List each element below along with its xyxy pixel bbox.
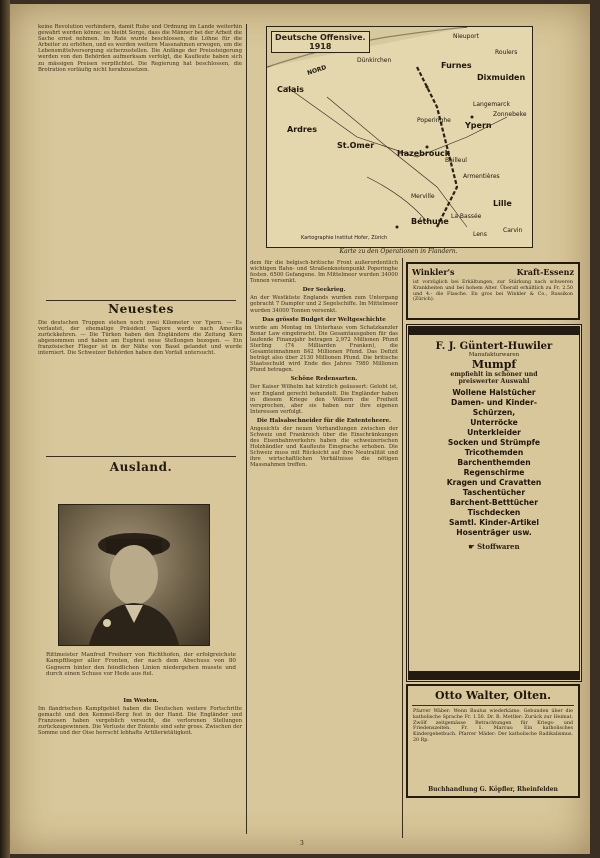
ad-item: Damen- und Kinder- [451, 398, 537, 407]
ad-item: Schürzen, [472, 408, 516, 417]
ad-guentert-tagline2: preiswerter Auswahl [458, 378, 530, 385]
left-column-top [38, 24, 242, 289]
town-label: Furnes [441, 61, 472, 70]
town-label: Armentières [463, 173, 500, 180]
divider [412, 705, 574, 706]
ad-guentert-items [409, 388, 579, 538]
town-label: Hazebrouck [397, 149, 451, 158]
ad-border-pattern [409, 327, 579, 335]
town-label: Calais [277, 85, 304, 94]
ad-item: Tischdecken [467, 508, 521, 517]
ad-walter-footer: Buchhandlung G. Köpfler, Rheinfelden [428, 786, 558, 793]
ad-walter [406, 684, 580, 798]
ad-item: Samtl. Kinder-Artikel [448, 518, 540, 527]
pointing-hand-icon: ☛ [468, 542, 478, 551]
halsabschneider-heading: Die Halsabschneider für die Ententeheere. [256, 417, 392, 424]
ad-winkler-title-right: Kraft-Essenz [516, 267, 574, 277]
town-label: Carvin [503, 227, 523, 234]
page-number: 3 [300, 840, 304, 847]
ad-guentert-tagline1: empfiehlt in schöner und [450, 371, 538, 378]
town-label: Poperinghe [417, 117, 451, 124]
ad-item: Tricothemden [464, 448, 524, 457]
town-label: La Bassée [451, 213, 482, 220]
map-title [271, 31, 370, 53]
town-label: Roulers [495, 49, 518, 56]
ad-walter-title: Otto Walter, Olten. [434, 689, 551, 702]
town-label: Nieuport [453, 33, 479, 40]
town-label: Bailleul [445, 157, 467, 164]
im-westen-heading: Im Westen. [123, 698, 159, 704]
ad-winkler [406, 262, 580, 320]
middle-column [250, 260, 398, 840]
town-label: St.Omer [337, 141, 375, 150]
seekrieg-text: An der Westküste Englands wurden zum Untergang gebracht 7 Dampfer und 2 Segelschiffe. Im Mittelmeer wurden 34000 Tonnen versenkt. [250, 295, 398, 314]
town-label: Dixmuiden [477, 73, 526, 82]
portrait-photo [58, 504, 210, 646]
ad-item: Unterröcke [470, 418, 518, 427]
column-rule [246, 24, 247, 834]
town-label: Lens [473, 231, 487, 238]
map-title-line1: Deutsche Offensive. [275, 33, 366, 42]
left-column-bottom [38, 706, 242, 834]
article-text: dem für die belgisch-britische Front außerordentlich wichtigen Bahn- und Straßenknotenpunkt Poperinghe festen. 6500 Gefangene. Im Mittelmeer wurden 34000 Tonnen versenkt. [250, 260, 398, 285]
ad-guentert-name: F. J. Güntert-Huwiler [435, 341, 553, 352]
town-label: Zonnebeke [493, 111, 527, 118]
ad-border-pattern [409, 671, 579, 679]
ad-guentert-town: Mumpf [471, 358, 517, 371]
ad-item: Socken und Strümpfe [447, 438, 541, 447]
flanders-map [266, 26, 533, 248]
map-credit: Kartographie Institut Hofer, Zürich [301, 235, 388, 241]
redensarten-heading: Schöne Redensarten. [290, 376, 358, 383]
ad-item: Taschentücher [462, 488, 526, 497]
town-label: Merville [411, 193, 435, 200]
ad-guentert-trade: Manufakturwaren [468, 352, 520, 358]
town-label: Dünkirchen [357, 57, 392, 64]
article-text: keine Revolution verhindern, damit Ruhe und Ordnung im Lande weiterhin gewahrt werden könne; es bleibt Sorge, dass die Männer bei der Arbeit die Sache ernst nehmen. Im Rate wurde beschlossen, die Löhne für die Arbeiter zu erhöhen, und es werden weitere Massnahmen erwogen, um die Lebensmittelversorgung sicherzustellen. Die Anfänge der Preissteigerung werden von den Behörden aufmerksam verfolgt, die Kaufleute haben sich zu mässigen Preisen verpflichtet. Die Regierung hat beschlossen, die Brotration vorläufig nicht herabzusetzen. [38, 24, 242, 73]
ad-guentert [406, 324, 582, 682]
book-spine [0, 0, 10, 858]
westen-text: Im flandrischen Kampfgebiet haben die Deutschen weitere Fortschritte gemacht und den Kemmel-Berg fest in der Hand. Die Engländer und Franzosen haben vergeblich versucht, die verlorenen Stellungen zurückzugewinnen. Die Verluste der Entente sind sehr gross. Zwischen der Somme und der Oise herrscht lebhafte Artillerietätigkeit. [38, 706, 242, 737]
map-lines [267, 27, 532, 247]
ad-guentert-footer-label: Stoffwaren [477, 542, 520, 551]
ausland-heading: Ausland. [109, 460, 173, 474]
town-label: Lille [493, 199, 512, 208]
ad-item: Wollene Halstücher [452, 388, 536, 397]
portrait-illustration [59, 505, 209, 645]
newspaper-page [10, 4, 590, 854]
ad-guentert-footer [409, 542, 579, 551]
neuestes-heading: Neuestes [108, 302, 174, 316]
caption-block [46, 652, 236, 692]
town-label: Ardres [287, 125, 317, 134]
ad-item: Kragen und Cravatten [446, 478, 542, 487]
budget-heading: Das grösste Budget der Weltgeschichte [262, 316, 386, 323]
ad-item: Hosenträger usw. [456, 528, 532, 537]
ad-item: Barchent-Betttücher [450, 498, 538, 507]
town-label: Langemarck [473, 101, 510, 108]
town-label: Béthune [411, 217, 449, 226]
neuestes-section [38, 320, 242, 450]
divider [46, 300, 236, 301]
halsabschneider-text: Angesichts der neuen Verhandlungen zwischen der Schweiz und Frankreich über die Einschränkungen des Eisenbahnverkehrs haben die schweizerischen Holzhändler und Kaufleute Einsprache erhoben. Die Schweiz muss mit Rücksicht auf ihre Neutralität und ihre wirtschaftlichen Verhältnisse die nötigen Massnahmen treffen. [250, 425, 398, 469]
ad-item: Regenschirme [463, 468, 525, 477]
neuestes-text: Die deutschen Truppen stehen noch zwei Kilometer vor Ypern. — Es verlautet, der ehemalige Präsident Tagore werde nach Amerika zurückkehren. — Die Türken haben den Engländern die Zeitung Kern abgenommen und haben am Euphrat neue Stellungen bezogen. — Ein französischer Flieger ist in der Nähe von Basel gelandet und wurde interniert. Die Schweizer Behörden haben den Vorfall untersucht. [38, 320, 242, 357]
ad-item: Unterkleider [467, 428, 521, 437]
ad-winkler-title-left: Winkler's [412, 267, 455, 277]
ad-walter-text: Pfarrer Wäber: Wenn Baulus wiederkäme. Gebunden über die katholische Sprache Fr. 1.50. Dr. B. Mettler: Zurück zur Heimat. Zwölf zeitgemässe Betrachtungen für Kriegs- und Friedenszeiten. Fr. 1. Marcus: Ein katholisches Kindergebetbuch. Pfarrer Mäder: Der katholische Radikalismus. 20 Rp. [413, 709, 573, 743]
compass-label: NORD [306, 64, 328, 77]
map-title-line2: 1918 [309, 42, 332, 51]
photo-caption: Rittmeister Manfred Freiherr von Richthofen, der erfolgreichste Kampfflieger aller Fronten, der nach dem Abschuss von 80 Gegnern hinter den feindlichen Linien niedergehen musste und durch einen Schuss vor Hede aus fiel. [46, 652, 236, 678]
town-label: Ypern [465, 121, 492, 130]
seekrieg-heading: Der Seekrieg. [302, 287, 346, 294]
column-rule [402, 258, 403, 838]
divider [46, 456, 236, 457]
map-caption: Karte zu den Operationen in Flandern. [339, 248, 458, 255]
ad-winkler-header [408, 264, 578, 277]
ad-winkler-text: ist vorzüglich bei Erkältungen, zur Stärkung nach schweren Krankheiten und bei hohem Alter. Überall erhältlich zu Fr. 2.50 und 4.- die Flasche. En gros bei Winkler & Co., Russikon (Zürich). [413, 280, 573, 303]
redensarten-text: Der Kaiser Wilhelm hat kürzlich geäussert: Gelobt ist, wer England gerecht behandelt. Die Engländer haben in diesem Kriege den Völkern die Freiheit versprochen, aber sie haben nur ihre eigenen Interessen verfolgt. [250, 384, 398, 415]
budget-text: wurde am Montag im Unterhaus vom Schatzkanzler Bonar Law eingebracht. Die Gesamtausgaben für das laufende Finanzjahr betragen 2,972 Millionen Pfund Sterling (74 Milliarden Franken), die Gesamteinnahmen 842 Millionen Pfund. Das Defizit beträgt also über 2130 Millionen Pfund. Die britische Staatsschuld wird Ende des Jahres 7980 Millionen Pfund betragen. [250, 324, 398, 374]
ad-item: Barchenthemden [457, 458, 531, 467]
